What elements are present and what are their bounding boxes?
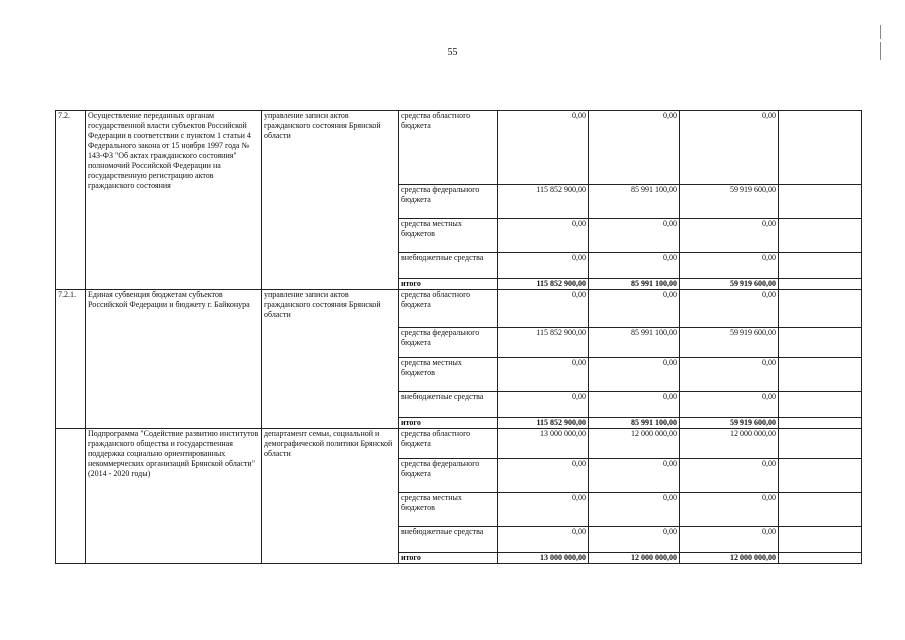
amount-year-1: 0,00 [498,111,589,185]
empty-cell [779,290,862,328]
amount-year-1: 0,00 [498,392,589,418]
funding-source: внебюджетные средства [399,253,498,279]
section-name: Единая субвенция бюджетам субъектов Российской Федерации и бюджету г. Байконура [86,290,262,429]
empty-cell [779,328,862,358]
amount-year-2: 0,00 [589,219,680,253]
amount-year-2: 0,00 [589,392,680,418]
empty-cell [779,185,862,219]
amount-year-1: 115 852 900,00 [498,279,589,290]
section-executor: управление записи актов гражданского состояния Брянской области [262,290,399,429]
amount-year-3: 0,00 [680,253,779,279]
funding-source: внебюджетные средства [399,527,498,553]
amount-year-1: 0,00 [498,527,589,553]
amount-year-3: 59 919 600,00 [680,279,779,290]
funding-source: средства областного бюджета [399,111,498,185]
funding-source: средства местных бюджетов [399,219,498,253]
empty-cell [779,253,862,279]
budget-table [55,110,862,564]
amount-year-2: 0,00 [589,459,680,493]
empty-cell [779,358,862,392]
empty-cell [779,219,862,253]
section-name: Осуществление переданных органам государственной власти субъектов Российской Федерации в соответствии с пунктом 1 статьи 4 Федерального закона от 15 ноября 1997 года № 143-ФЗ "Об актах гражданского состояния" полномочий Российской Федерации на государственную регистрацию актов гражданского состояния [86,111,262,290]
funding-source: внебюджетные средства [399,392,498,418]
amount-year-1: 0,00 [498,358,589,392]
amount-year-1: 0,00 [498,290,589,328]
section-code: 7.2.1. [56,290,86,429]
amount-year-2: 0,00 [589,493,680,527]
amount-year-2: 0,00 [589,358,680,392]
amount-year-3: 0,00 [680,290,779,328]
amount-year-3: 59 919 600,00 [680,418,779,429]
funding-source: средства федерального бюджета [399,459,498,493]
funding-source: средства областного бюджета [399,429,498,459]
amount-year-3: 12 000 000,00 [680,553,779,564]
empty-cell [779,111,862,185]
section-code: 7.2. [56,111,86,290]
amount-year-2: 85 991 100,00 [589,279,680,290]
funding-source: средства областного бюджета [399,290,498,328]
amount-year-2: 12 000 000,00 [589,553,680,564]
amount-year-1: 115 852 900,00 [498,185,589,219]
amount-year-1: 0,00 [498,253,589,279]
amount-year-1: 0,00 [498,493,589,527]
amount-year-3: 0,00 [680,392,779,418]
section-executor: департамент семьи, социальной и демографической политики Брянской области [262,429,399,564]
empty-cell [779,553,862,564]
amount-year-3: 0,00 [680,493,779,527]
amount-year-3: 59 919 600,00 [680,185,779,219]
amount-year-3: 12 000 000,00 [680,429,779,459]
funding-source: итого [399,279,498,290]
amount-year-2: 0,00 [589,253,680,279]
amount-year-3: 0,00 [680,111,779,185]
scan-edge-mark [880,42,881,60]
amount-year-3: 0,00 [680,358,779,392]
amount-year-1: 13 000 000,00 [498,553,589,564]
amount-year-3: 59 919 600,00 [680,328,779,358]
funding-source: средства местных бюджетов [399,358,498,392]
empty-cell [779,429,862,459]
amount-year-1: 13 000 000,00 [498,429,589,459]
amount-year-2: 0,00 [589,290,680,328]
amount-year-2: 12 000 000,00 [589,429,680,459]
amount-year-1: 115 852 900,00 [498,418,589,429]
amount-year-1: 0,00 [498,459,589,493]
amount-year-3: 0,00 [680,459,779,493]
funding-source: итого [399,418,498,429]
amount-year-3: 0,00 [680,219,779,253]
scan-edge-mark [880,25,881,39]
amount-year-3: 0,00 [680,527,779,553]
amount-year-2: 0,00 [589,111,680,185]
funding-row [56,111,862,185]
funding-row [56,290,862,328]
section-name: Подпрограмма "Содействие развитию институтов гражданского общества и государственная поддержка социально ориентированных некоммерческих организаций Брянской области" (2014 - 2020 годы) [86,429,262,564]
funding-source: средства федерального бюджета [399,328,498,358]
empty-cell [779,527,862,553]
funding-row [56,429,862,459]
section-executor: управление записи актов гражданского состояния Брянской области [262,111,399,290]
table-body [56,111,862,564]
funding-source: итого [399,553,498,564]
page-number: 55 [447,47,458,58]
amount-year-2: 0,00 [589,527,680,553]
empty-cell [779,418,862,429]
empty-cell [779,392,862,418]
amount-year-2: 85 991 100,00 [589,418,680,429]
section-code [56,429,86,564]
empty-cell [779,279,862,290]
amount-year-2: 85 991 100,00 [589,328,680,358]
amount-year-1: 0,00 [498,219,589,253]
amount-year-1: 115 852 900,00 [498,328,589,358]
funding-source: средства федерального бюджета [399,185,498,219]
empty-cell [779,493,862,527]
empty-cell [779,459,862,493]
funding-source: средства местных бюджетов [399,493,498,527]
amount-year-2: 85 991 100,00 [589,185,680,219]
